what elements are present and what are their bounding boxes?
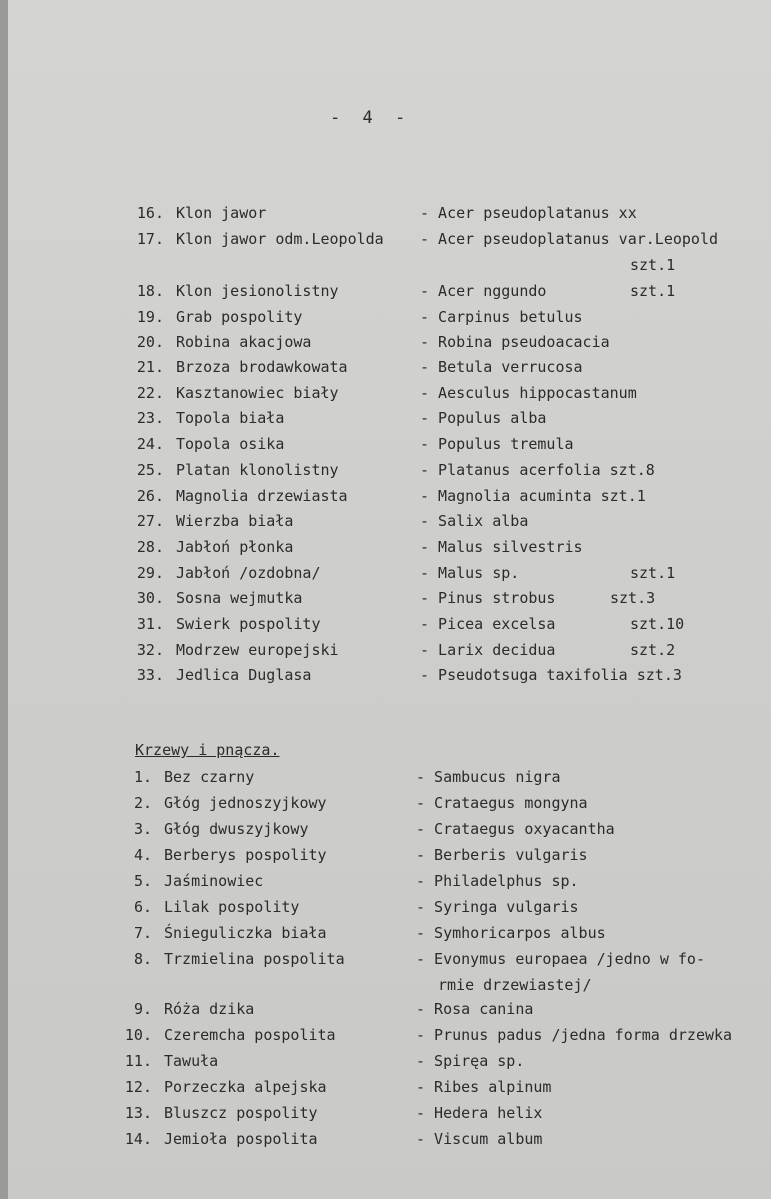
shrub-row	[0, 1078, 771, 1104]
latin-name: - Crataegus oxyacantha	[416, 820, 615, 838]
tree-row	[0, 358, 771, 384]
polish-name: Bez czarny	[164, 768, 255, 786]
polish-name: Jemioła pospolita	[164, 1130, 318, 1148]
polish-name: Sosna wejmutka	[176, 589, 303, 607]
latin-name: - Syringa vulgaris	[416, 898, 579, 916]
quantity: szt.3	[610, 589, 656, 607]
tree-row	[0, 282, 771, 308]
polish-name: Jabłoń /ozdobna/	[176, 564, 321, 582]
shrub-row	[0, 846, 771, 872]
latin-name: - Symhoricarpos albus	[416, 924, 606, 942]
entry-number: 28.	[136, 538, 164, 556]
entry-number: 23.	[136, 409, 164, 427]
entry-number: 6.	[133, 898, 152, 916]
polish-name: Śnieguliczka biała	[164, 924, 327, 942]
polish-name: Swierk pospolity	[176, 615, 321, 633]
latin-name: - Ribes alpinum	[416, 1078, 552, 1096]
latin-name: - Robina pseudoacacia	[420, 333, 610, 351]
tree-row	[0, 641, 771, 667]
latin-name: - Rosa canina	[416, 1000, 534, 1018]
entry-number: 32.	[136, 641, 164, 659]
entry-number: 30.	[136, 589, 164, 607]
shrubs-heading: Krzewy i pnącza.	[135, 741, 280, 759]
page-number: - 4 -	[330, 108, 412, 128]
shrub-row	[0, 768, 771, 794]
shrub-row	[0, 794, 771, 820]
polish-name: Platan klonolistny	[176, 461, 339, 479]
entry-number: 7.	[133, 924, 152, 942]
polish-name: Klon jawor odm.Leopolda	[176, 230, 384, 248]
entry-number: 12.	[124, 1078, 152, 1096]
shrub-row	[0, 950, 771, 994]
tree-row	[0, 435, 771, 461]
quantity: szt.1	[630, 282, 676, 300]
entry-number: 33.	[136, 666, 164, 684]
polish-name: Jaśminowiec	[164, 872, 264, 890]
latin-name: - Acer pseudoplatanus xx	[420, 204, 637, 222]
tree-row	[0, 564, 771, 590]
entry-number: 24.	[136, 435, 164, 453]
entry-number: 13.	[124, 1104, 152, 1122]
entry-number: 18.	[136, 282, 164, 300]
polish-name: Jedlica Duglasa	[176, 666, 312, 684]
polish-name: Modrzew europejski	[176, 641, 339, 659]
entry-number: 2.	[133, 794, 152, 812]
tree-row	[0, 461, 771, 487]
entry-number: 19.	[136, 308, 164, 326]
entry-number: 5.	[133, 872, 152, 890]
latin-name: - Acer nggundo	[420, 282, 547, 300]
entry-number: 17.	[136, 230, 164, 248]
entry-number: 3.	[133, 820, 152, 838]
latin-name: - Hedera helix	[416, 1104, 543, 1122]
entry-number: 25.	[136, 461, 164, 479]
polish-name: Magnolia drzewiasta	[176, 487, 348, 505]
entry-number: 20.	[136, 333, 164, 351]
tree-row	[0, 589, 771, 615]
polish-name: Klon jawor	[176, 204, 267, 222]
latin-name: - Pseudotsuga taxifolia szt.3	[420, 666, 682, 684]
tree-row	[0, 512, 771, 538]
entry-number: 21.	[136, 358, 164, 376]
latin-name: - Populus alba	[420, 409, 547, 427]
latin-name: - Sambucus nigra	[416, 768, 561, 786]
shrub-row	[0, 1026, 771, 1052]
latin-name: - Spiręa sp.	[416, 1052, 525, 1070]
latin-name: - Malus silvestris	[420, 538, 583, 556]
polish-name: Trzmielina pospolita	[164, 950, 345, 968]
entry-number: 29.	[136, 564, 164, 582]
latin-name: - Philadelphus sp.	[416, 872, 579, 890]
polish-name: Tawuła	[164, 1052, 219, 1070]
shrub-row	[0, 872, 771, 898]
polish-name: Kasztanowiec biały	[176, 384, 339, 402]
polish-name: Bluszcz pospolity	[164, 1104, 318, 1122]
latin-name: - Aesculus hippocastanum	[420, 384, 637, 402]
polish-name: Topola osika	[176, 435, 285, 453]
entry-number: 8.	[133, 950, 152, 968]
latin-name: - Viscum album	[416, 1130, 543, 1148]
latin-name: - Carpinus betulus	[420, 308, 583, 326]
entry-number: 10.	[124, 1026, 152, 1044]
entry-number: 26.	[136, 487, 164, 505]
quantity: szt.1	[630, 564, 676, 582]
latin-name-continued: rmie drzewiastej/	[438, 976, 592, 994]
shrub-row	[0, 1052, 771, 1078]
latin-name: - Pinus strobus	[420, 589, 556, 607]
polish-name: Wierzba biała	[176, 512, 294, 530]
quantity: szt.2	[630, 641, 676, 659]
latin-name: - Berberis vulgaris	[416, 846, 588, 864]
shrub-row	[0, 1104, 771, 1130]
latin-name: - Acer pseudoplatanus var.Leopold	[420, 230, 719, 248]
latin-name: - Magnolia acuminta szt.1	[420, 487, 646, 505]
tree-row	[0, 409, 771, 435]
tree-row	[0, 333, 771, 359]
polish-name: Topola biała	[176, 409, 285, 427]
shrub-row	[0, 898, 771, 924]
polish-name: Czeremcha pospolita	[164, 1026, 336, 1044]
quantity: szt.1	[630, 256, 676, 274]
tree-row	[0, 230, 771, 274]
polish-name: Klon jesionolistny	[176, 282, 339, 300]
entry-number: 31.	[136, 615, 164, 633]
entry-number: 27.	[136, 512, 164, 530]
entry-number: 11.	[124, 1052, 152, 1070]
polish-name: Róża dzika	[164, 1000, 255, 1018]
tree-row	[0, 384, 771, 410]
shrub-row	[0, 1130, 771, 1156]
shrub-row	[0, 924, 771, 950]
entry-number: 16.	[136, 204, 164, 222]
entry-number: 4.	[133, 846, 152, 864]
polish-name: Berberys pospolity	[164, 846, 327, 864]
quantity: szt.10	[630, 615, 685, 633]
latin-name: - Betula verrucosa	[420, 358, 583, 376]
latin-name: - Crataegus mongyna	[416, 794, 588, 812]
entry-number: 22.	[136, 384, 164, 402]
shrub-row	[0, 1000, 771, 1026]
tree-row	[0, 615, 771, 641]
shrub-row	[0, 820, 771, 846]
polish-name: Jabłoń płonka	[176, 538, 294, 556]
tree-row	[0, 538, 771, 564]
latin-name: - Platanus acerfolia szt.8	[420, 461, 655, 479]
polish-name: Lilak pospolity	[164, 898, 300, 916]
polish-name: Robina akacjowa	[176, 333, 312, 351]
tree-row	[0, 204, 771, 230]
tree-row	[0, 666, 771, 692]
latin-name: - Malus sp.	[420, 564, 520, 582]
entry-number: 9.	[133, 1000, 152, 1018]
latin-name: - Prunus padus /jedna forma drzewka	[416, 1026, 733, 1044]
polish-name: Porzeczka alpejska	[164, 1078, 327, 1096]
entry-number: 14.	[124, 1130, 152, 1148]
tree-row	[0, 487, 771, 513]
latin-name: - Larix decidua	[420, 641, 556, 659]
latin-name: - Evonymus europaea /jedno w fo-	[416, 950, 705, 968]
polish-name: Grab pospolity	[176, 308, 303, 326]
polish-name: Głóg jednoszyjkowy	[164, 794, 327, 812]
entry-number: 1.	[133, 768, 152, 786]
latin-name: - Populus tremula	[420, 435, 574, 453]
polish-name: Brzoza brodawkowata	[176, 358, 348, 376]
latin-name: - Salix alba	[420, 512, 529, 530]
tree-row	[0, 308, 771, 334]
latin-name: - Picea excelsa	[420, 615, 556, 633]
polish-name: Głóg dwuszyjkowy	[164, 820, 309, 838]
